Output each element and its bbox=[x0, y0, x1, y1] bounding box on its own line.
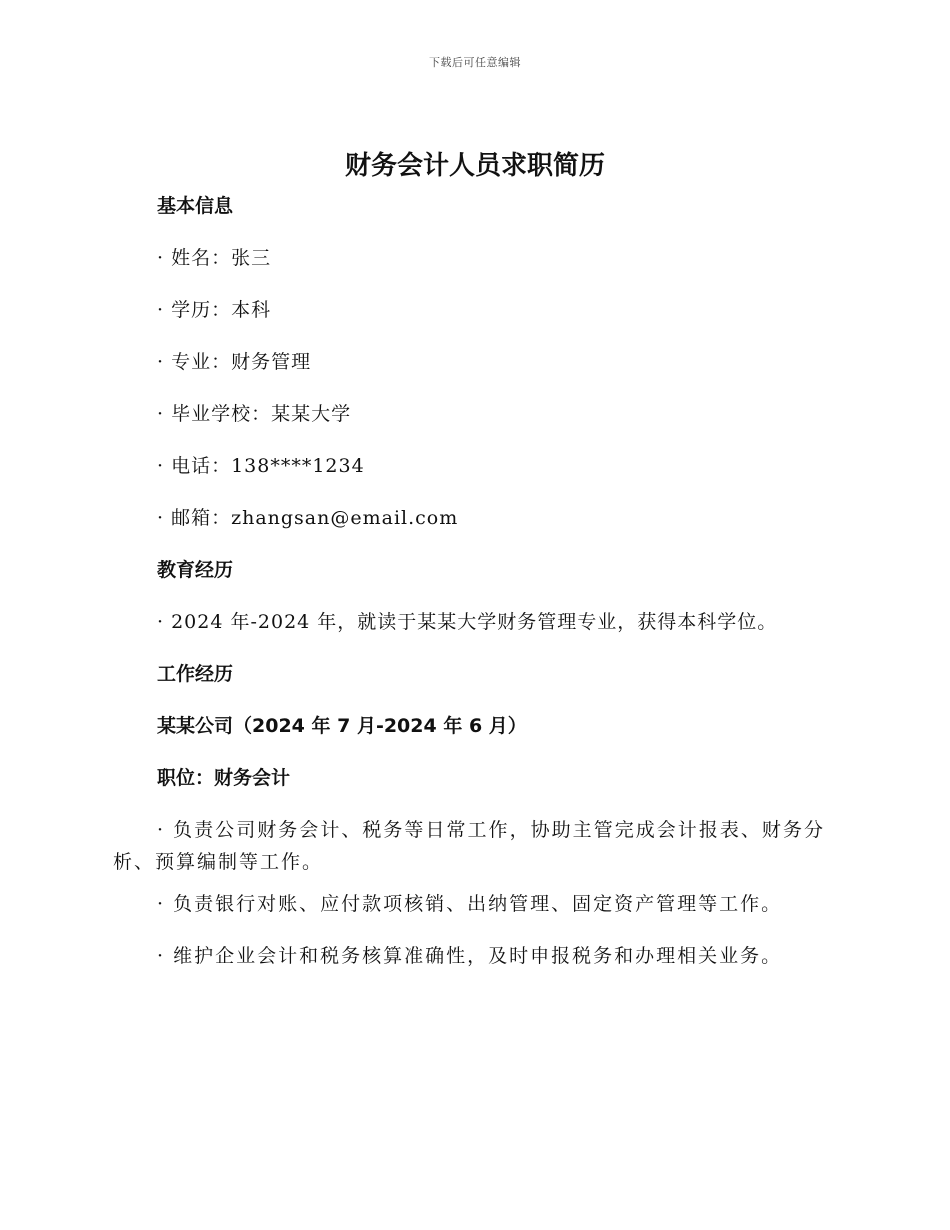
section-heading-work: 工作经历 bbox=[157, 663, 234, 685]
section-heading-basic-info: 基本信息 bbox=[157, 195, 234, 217]
info-degree: · 学历：本科 bbox=[157, 299, 272, 321]
info-major: · 专业：财务管理 bbox=[157, 351, 312, 373]
work-position: 职位：财务会计 bbox=[157, 767, 291, 789]
info-phone: · 电话：138****1234 bbox=[157, 455, 365, 477]
resume-content bbox=[113, 190, 825, 992]
header-note: 下载后可任意编辑 bbox=[429, 56, 521, 69]
work-company: 某某公司（2024 年 7 月-2024 年 6 月） bbox=[157, 715, 527, 737]
info-school: · 毕业学校：某某大学 bbox=[157, 403, 352, 425]
work-duty-item: · 负责银行对账、应付款项核销、出纳管理、固定资产管理等工作。 bbox=[157, 893, 783, 915]
education-item: · 2024 年-2024 年，就读于某某大学财务管理专业，获得本科学位。 bbox=[157, 611, 778, 633]
section-heading-education: 教育经历 bbox=[157, 559, 234, 581]
document-title: 财务会计人员求职简历 bbox=[344, 151, 605, 181]
work-duty-item: · 负责公司财务会计、税务等日常工作，协助主管完成会计报表、财务分析、预算编制等工作。 bbox=[113, 819, 825, 873]
work-duty-item: · 维护企业会计和税务核算准确性，及时申报税务和办理相关业务。 bbox=[157, 945, 783, 967]
info-email: · 邮箱：zhangsan@email.com bbox=[157, 507, 459, 529]
info-name: · 姓名：张三 bbox=[157, 247, 272, 269]
